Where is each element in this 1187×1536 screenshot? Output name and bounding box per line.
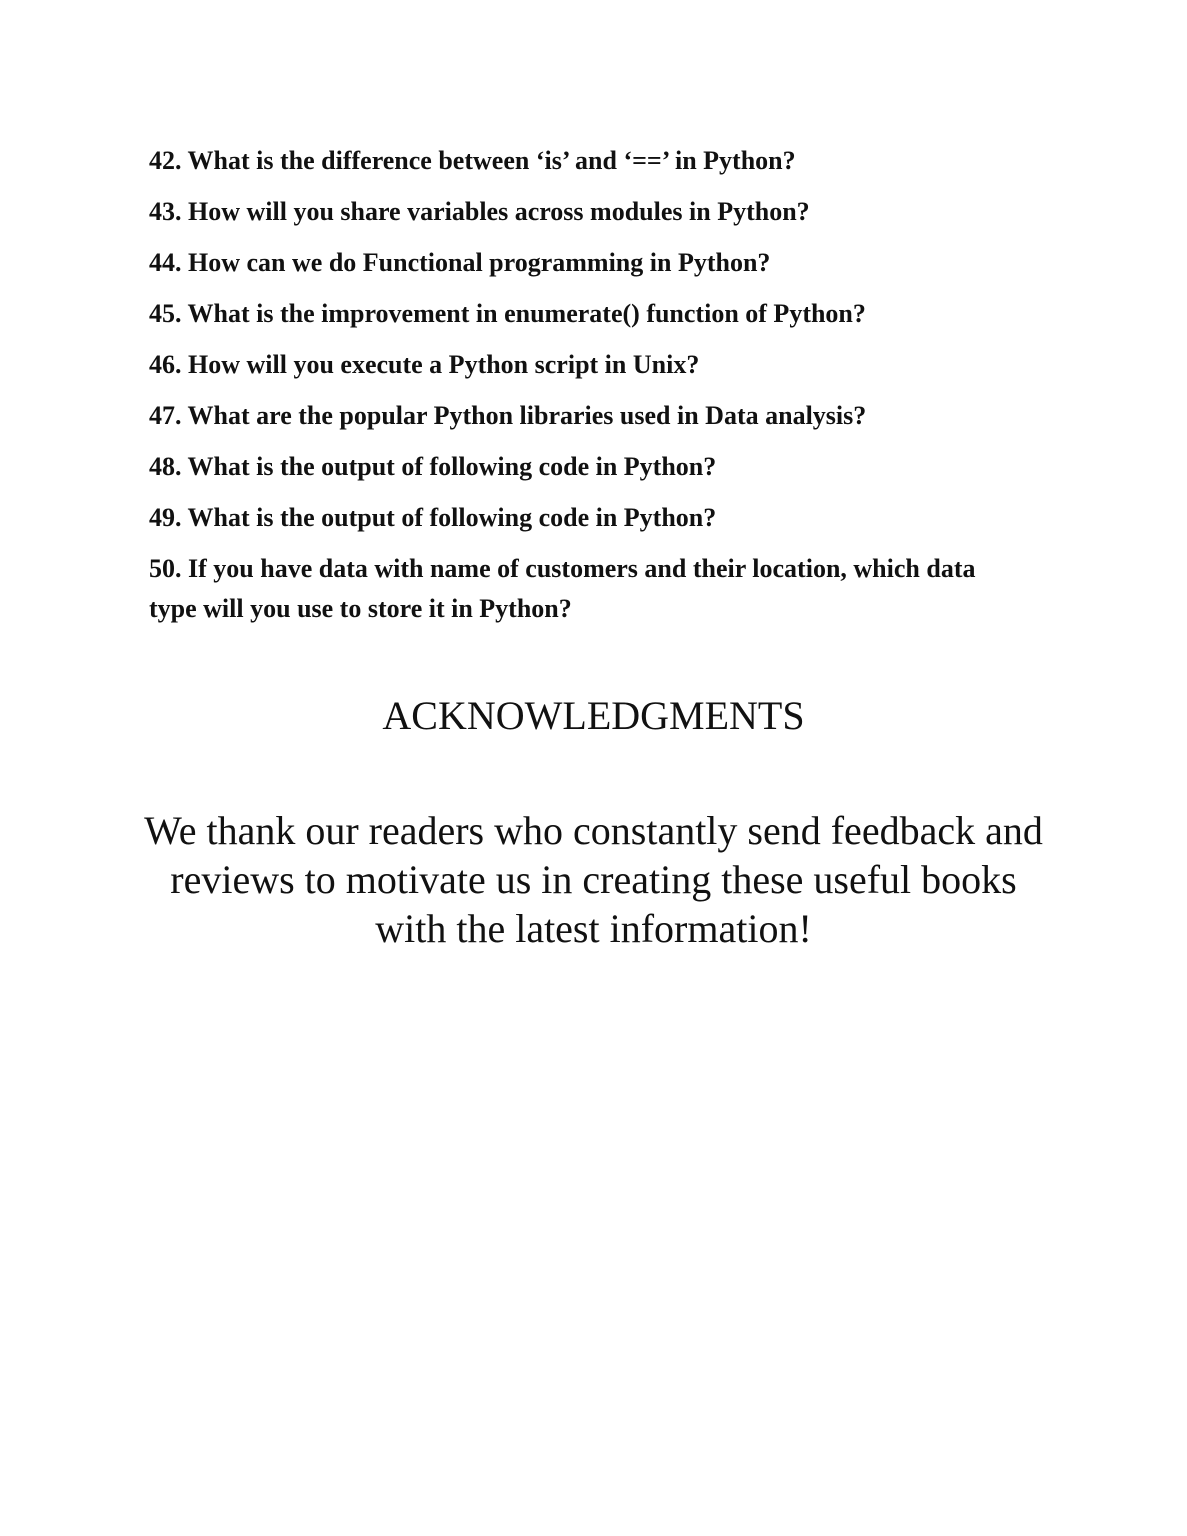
question-item: 44. How can we do Functional programming in Python?: [149, 248, 771, 277]
question-item: 47. What are the popular Python libraries used in Data analysis?: [149, 401, 867, 430]
acknowledgments-text: We thank our readers who constantly send feedback and reviews to motivate us in creating these useful books with the latest information!: [144, 808, 1043, 951]
question-item: 45. What is the improvement in enumerate() function of Python?: [149, 299, 866, 328]
question-item: 42. What is the difference between ‘is’ and ‘==’ in Python?: [149, 146, 796, 175]
question-list: [149, 141, 1029, 640]
question-item: 50. If you have data with name of customers and their location, which data type will you use to store it in Python?: [149, 554, 976, 623]
question-item: 43. How will you share variables across modules in Python?: [149, 197, 810, 226]
question-item: 46. How will you execute a Python script in Unix?: [149, 350, 700, 379]
question-item: 49. What is the output of following code in Python?: [149, 503, 717, 532]
acknowledgments-heading: ACKNOWLEDGMENTS: [382, 693, 805, 738]
question-item: 48. What is the output of following code in Python?: [149, 452, 717, 481]
